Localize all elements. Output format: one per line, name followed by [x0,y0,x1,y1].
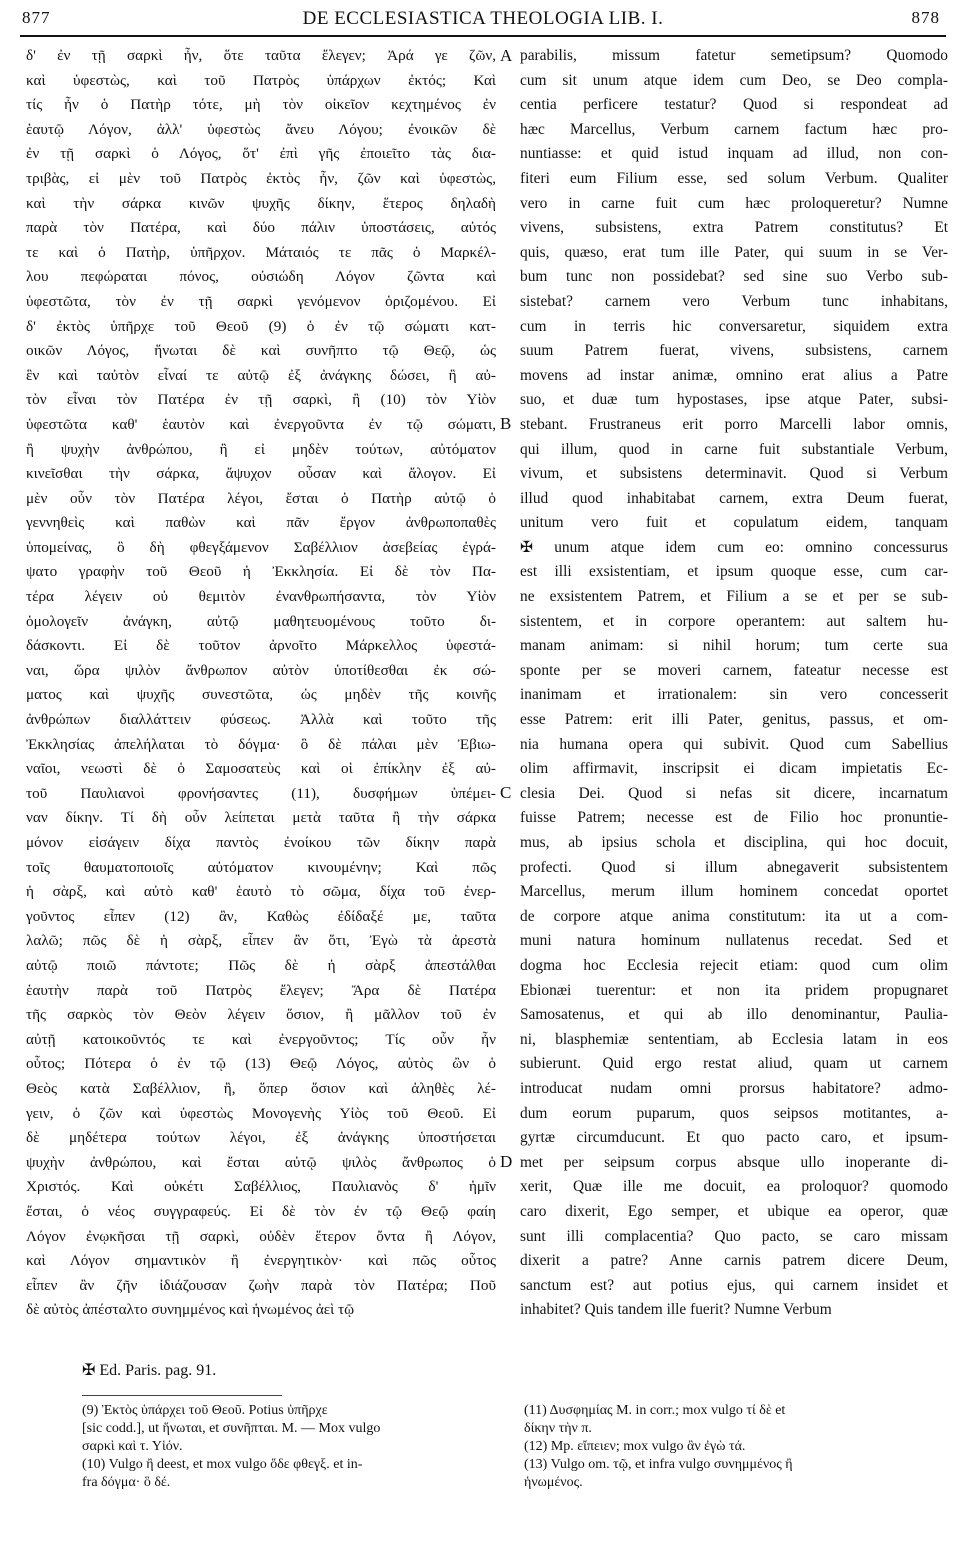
greek-column [26,44,496,1323]
greek-text-line: δὲ μηδέτερα τούτων λέγοι, ἐξ ἀνάγκης ὑποστήσεται [26,1129,496,1147]
footnote-line: [sic codd.], ut ἥνωται, et συνῆπται. M. — Mox vulgo [82,1421,381,1436]
greek-text-line: γοῦντος εἶπεν (12) ἂν, Καθὼς ἐδίδαξέ με, ταῦτα [26,907,496,925]
greek-text-line: τὸν εἶναι τὸν Πατέρα ἐν τῇ σαρκὶ, ἢ (10) τὸν Υἱὸν [26,391,496,409]
greek-text-line: ἑαυτῷ Λόγον, ἀλλ' ὑφεστὼς ἄνευ Λόγου; ἐνοικῶν δὲ [26,120,496,138]
latin-text-line: fiteri eum Filium esse, sed solum Verbum. Qualiter [520,169,948,187]
footnote-line: (11) Δυσφημίας M. in corr.; mox vulgo τί δὲ et [524,1403,786,1418]
latin-text-line: gyrtæ circumducunt. Et quo pacto caro, et ipsum- [520,1129,948,1147]
greek-text-line: ἐν τῇ σαρκὶ ὁ Λόγος, ὅτ' ἐπὶ γῆς ἐποιεῖτο τὰς δια- [26,145,496,163]
latin-text-line: dum eorum puparum, quos seipsos motitantes, a- [520,1104,948,1122]
greek-text-line: κινεῖσθαι τὴν σάρκα, ἄψυχον οὖσαν καὶ ἄλογον. Εἰ [26,465,496,483]
greek-text-line: Λόγον ἐνῳκῆσαι τῇ σαρκὶ, οὐδὲν ἕτερον ὄντα ἢ Λόγον, [26,1227,496,1245]
footnote-line: (9) Ἐκτὸς ὑπάρχει τοῦ Θεοῦ. Potius ὑπῆρχε [82,1403,328,1418]
greek-text-line: τριβὰς, εἰ μὲν τοῦ Πατρὸς ἐκτὸς ἦν, ζῶν καὶ ὑφεστὼς, [26,169,496,187]
latin-text-line: mus, ab ipsius schola et disciplina, qui hoc docuit, [520,834,948,851]
latin-text-line: bum tunc non possidebat? sed sine suo Verbo sub- [520,268,948,286]
greek-text-line: δὲ αὐτὸς ἀπέσταλτο συνημμένος καὶ ἡνωμένος ἀεὶ τῷ [26,1301,355,1319]
latin-text-line: sistebat? carnem vero Verbum tunc inhabitans, [520,292,948,310]
latin-text-line: muni natura hominum nullatenus recedat. Sed et [520,932,948,950]
latin-text-line: qui illum, quod in carne fuit substantiale Verbum, [520,440,948,458]
latin-column [520,44,948,1323]
greek-text-line: ἡ σὰρξ, καὶ αὐτὸ καθ' ἑαυτὸ τὸ σῶμα, δίχα τοῦ ἐνερ- [26,883,496,901]
greek-text-line: εἶπεν ἂν ζῆν ἰδιάζουσαν ζωὴν παρὰ τὸν Πατέρα; Ποῦ [26,1276,496,1294]
greek-text-line: οικῶν Λόγος, ἥνωται δὲ καὶ συνῆπτο τῷ Θεῷ, ὡς [26,342,496,360]
latin-text-line: de corpore atque anima constitutum: ita ut a com- [520,907,948,925]
footnote-line: σαρκὶ καὶ τ. Υἱόν. [82,1439,183,1454]
latin-text-line: ne exsistentem Patrem, et Filium a se et per se sub- [520,588,948,606]
greek-text-line: οὗτος; Πότερα ὁ ἐν τῷ (13) Θεῷ Λόγος, αὐτὸς ὢν ὁ [26,1055,496,1073]
latin-text-line: Marcellus, merum illum hominem concedat oportet [520,883,948,901]
footnote-line: (12) Mp. εἴπειεν; mox vulgo ἂν ἐγὼ τά. [524,1439,746,1454]
latin-text-line: caro dixerit, Ego semper, et ubique ea operor, quæ [520,1202,948,1220]
greek-text-line: μὲν οὖν τὸν Πατέρα λέγοι, ἔσται ὁ Πατὴρ αὐτῷ ὁ [26,489,496,507]
latin-text-line: sponte per se moveri carnem, fateatur necesse est [520,661,948,679]
latin-text-line: nuntiasse: et quid istud inquam ad illud, non con- [520,145,948,163]
footnote-line: (13) Vulgo om. τῷ, et infra vulgo συνημμένος ἢ [524,1457,793,1472]
latin-text-line: cum in terris hic conversaretur, siquidem extra [520,317,948,335]
latin-text-line: ✠ unum atque idem cum eo: omnino concessurus [520,538,948,556]
latin-text-line: centia perficere testatur? Quod si respondeat ad [520,96,948,114]
greek-text-line: μόνον εἰσάγειν δίχα παντὸς ἐνοίκου τῶν δίκην παρὰ [26,834,496,851]
greek-text-line: ἔσται, ὁ νέος συγγραφεύς. Εἰ δὲ τὸν ἐν τῷ Θεῷ φαίη [26,1202,496,1220]
latin-text-line: manam animam: si nihil horum; tum certe sua [520,637,948,655]
greek-text-line: τοῦ Παυλιανοὶ φρονήσαντες (11), δυσφήμων ὑπέμει- [26,784,496,802]
latin-text-line: parabilis, missum fatetur semetipsum? Quomodo [520,47,948,64]
section-marker-c: C [500,783,512,802]
greek-text-line: ὑπομείνας, ὃ δὴ φθεγξάμενον Σαβέλλιον ἀσεβείας ἐγρά- [26,538,496,556]
edition-note: ✠ Ed. Paris. pag. 91. [82,1362,217,1379]
greek-text-line: ὑφεστῶτα καθ' ἑαυτὸν καὶ ἐνεργοῦντα ἐν τῷ σώματι, [26,415,496,433]
greek-text-line: τίς ἦν ὁ Πατὴρ τότε, μὴ τὸν οἰκεῖον κεχτημένος ἐν [26,96,496,114]
greek-text-line: ἑαυτὴν παρὰ τοῦ Πατρὸς ἔλεγεν; Ἄρα δὲ Πατέρα [26,981,496,999]
latin-text-line: clesia Dei. Quod si nefas sit dicere, incarnatum [520,784,948,802]
section-marker-b: B [500,414,512,433]
greek-text-line: δ' ἐκτὸς ὑπῆρχε τοῦ Θεοῦ (9) ὁ ἐν τῷ σώματι κατ- [26,317,496,335]
greek-text-line: τῆς σαρκὸς τὸν Θεὸν λέγειν ὅσιον, ἢ μᾶλλον τοῦ ἐν [26,1006,496,1024]
latin-text-line: dixerit a patre? Anne carnis patrem dicere Deum, [520,1252,948,1270]
latin-text-line: sistentem, et in corpore operantem: aut saltem hu- [520,612,948,630]
latin-text-line: illud quod inhabitabat carnem, extra Deum fuerat, [520,489,948,507]
footnote-line: ἡνωμένος. [524,1475,583,1490]
greek-text-line: αὐτῇ κατοικοῦντός τε καὶ ἐνεργοῦντος; Τίς οὖν ἦν [26,1030,496,1048]
latin-text-line: vivum, et subsistens determinavit. Quod si Verbum [520,465,948,483]
greek-text-line: γειν, ὁ ζῶν καὶ ὑφεστὼς Μονογενὴς Υἱὸς τοῦ Θεοῦ. Εἰ [26,1104,496,1122]
greek-text-line: καὶ τὴν σάρκα κινῶν ψυχῆς δίκην, ἕτερος δηλαδὴ [26,194,496,212]
greek-text-line: παρὰ τὸν Πατέρα, καὶ δύο πάλιν ὑποστάσεις, αὐτός [26,219,496,237]
latin-text-line: fuisse Patrem; necesse est de Filio hoc pronuntie- [520,809,948,827]
latin-text-line: inhabitet? Quis tandem ille fuerit? Numne Verbum [520,1301,832,1319]
latin-text-line: est illi exsistentiam, et ipsum quoque esse, cum car- [520,563,948,581]
greek-text-line: Ἐκκλησίας ἀπελήλαται τὸ δόγμα· ὃ δὲ πάλαι μὲν Ἐβιω- [26,735,496,753]
latin-text-line: nia humana opera qui subivit. Quod cum Sabellius [520,735,948,753]
latin-text-line: ni, blasphemiæ sententiam, ab Ecclesia latam in eos [520,1030,948,1048]
greek-text-line: ναν δίκην. Τί δὴ οὖν λείπεται μετὰ ταῦτα ἢ τὴν σάρκα [26,809,496,827]
latin-text-line: unitum vero fuit et copulatum eidem, tanquam [520,514,948,532]
footnotes-left [82,1402,500,1492]
header-rule [20,35,946,37]
latin-text-line: profecti. Quod si illum abnegaverit subsistentem [520,858,948,876]
greek-text-line: ἓν καὶ ταὐτὸν εἶναί τε αὐτῷ ἐξ ἀνάγκης δώσει, ἢ αὐ- [26,366,496,384]
footnote-line: (10) Vulgo ἢ deest, et mox vulgo ὅδε φθεγξ. et in- [82,1457,363,1472]
latin-text-line: inanimam et irrationalem: sin vero concesserit [520,686,948,704]
latin-text-line: cum sit unum atque idem cum Deo, se Deo compla- [520,71,948,89]
greek-text-line: ναῖοι, νεωστὶ δὲ ὁ Σαμοσατεὺς καὶ οἱ ἐπίκλην ἐξ αὐ- [26,760,496,778]
greek-text-line: ὁμολογεῖν ἀνάγκη, αὐτῷ μαθητευομένους τοῦτο δι- [26,612,496,630]
greek-text-line: καὶ Λόγον σημαντικὸν ἢ ἐνεργητικὸν· καὶ πῶς οὗτος [26,1252,496,1270]
greek-text-line: τέρα λέγειν οὐ θεμιτὸν ἐνανθρωπήσαντα, τὸν Υἱὸν [26,588,496,606]
greek-text-line: Θεὸς κατὰ Σαβέλλιον, ἢ, ὅπερ ὅσιον καὶ ἀληθὲς λέ- [26,1079,496,1097]
latin-text-line: sanctum est? aut potius ejus, qui carnem insidet et [520,1276,948,1294]
page-number-left: 877 [22,8,51,27]
latin-text-line: vivens, subsistens, extra Patrem constitutus? Et [520,219,948,237]
latin-text-line: sunt illi complacentia? Quo pacto, se caro missam [520,1227,948,1245]
latin-text-line: stebant. Frustraneus erit porro Marcelli labor omnis, [520,415,948,433]
greek-text-line: λου πεφώραται πόνος, οὐσιώδη Λόγον ζῶντα καὶ [26,268,496,286]
greek-text-line: λαλῶ; πῶς δὲ ἡ σὰρξ, εἶπεν ἂν ὅτι, Ἐγὼ τὰ ἀρεστὰ [26,932,496,950]
greek-text-line: καὶ ὑφεστὼς, καὶ τοῦ Πατρὸς ὑπάρχων ἐκτός; Καὶ [26,71,496,89]
latin-text-line: vero in carne fuit cum hæc proloqueretur? Numne [520,194,948,212]
greek-text-line: ματος καὶ ψυχῆς συνεστῶτα, ὡς μηδὲν τῆς κοινῆς [26,686,496,704]
section-marker-a: A [500,46,513,65]
latin-text-line: esse Patrem: erit illi Pater, genitus, passus, et om- [520,711,948,729]
latin-text-line: met per seipsum corpus absque ullo inoperante di- [520,1153,948,1171]
greek-text-line: ψατο γραφὴν τοῦ Θεοῦ ἡ Ἐκκλησία. Εἰ δὲ τὸν Πα- [26,563,496,581]
greek-text-line: δ' ἐν τῇ σαρκὶ ἦν, ὅτε ταῦτα ἔλεγεν; Ἀρά γε ζῶν, [26,47,496,64]
greek-text-line: Χριστός. Καὶ οὐκέτι Σαβέλλιος, Παυλιανὸς δ' ἡμῖν [26,1178,496,1196]
latin-text-line: hæc Marcellus, Verbum carnem factum hæc pro- [520,120,948,138]
running-head [0,0,966,40]
footnote-line: δίκην τὴν π. [524,1421,592,1436]
greek-text-line: ἢ ψυχὴν ἀνθρώπου, ἢ εἰ μηδὲν τούτων, αὐτόματον [26,440,496,458]
greek-text-line: γεννηθεὶς καὶ παθὼν καὶ πᾶν ἔργον ἀνθρωποπαθὲς [26,514,496,532]
footnote-rule-left [82,1395,282,1396]
latin-text-line: suum Patrem fuerat, vivens, subsistens, carnem [520,342,948,360]
running-title: DE ECCLESIASTICA THEOLOGIA LIB. I. [302,8,664,29]
latin-text-line: quis, quæso, erat tum ille Pater, qui suum in se Ver- [520,243,948,261]
greek-text-line: ὑφεστῶτα, τὸν ἐν τῇ σαρκὶ γενόμενον ὁριζομένου. Εἰ [26,292,496,310]
latin-text-line: Samosatenus, et qui ab illo denominantur, Paulia- [520,1006,948,1024]
footnotes-right [524,1402,944,1492]
greek-text-line: ἀνθρώπων διαλλάττειν φύσεως. Ἀλλὰ καὶ τοῦτο τῆς [26,711,496,729]
footnote-line: fra δόγμα· ὃ δέ. [82,1475,171,1490]
latin-text-line: Ebionæi tuerentur: et non ita pridem propugnaret [520,981,948,999]
section-marker-d: D [500,1152,513,1171]
latin-text-line: suo, et duæ tum hypostases, ipse atque Pater, subsi- [520,391,948,409]
greek-text-line: ναι, ὥρα ψιλὸν ἄνθρωπον αὐτὸν ὑποτίθεσθαι ἐκ σώ- [26,661,496,679]
greek-text-line: τε καὶ ὁ Πατὴρ, ὑπῆρχον. Μάταιός τε πᾶς ὁ Μαρκέλ- [26,243,496,261]
latin-text-line: dogma hoc Ecclesia rejecit etiam: quod cum olim [520,956,948,974]
latin-text-line: introducat nudam omni prorsus habitatore? admo- [520,1079,948,1097]
greek-text-line: τοῖς θαυματοποιοῖς αὐτόματον κινουμένην; Καὶ πῶς [26,858,496,876]
page-number-right: 878 [911,8,940,27]
latin-text-line: movens ad instar animæ, omnino erat alius a Patre [520,366,948,384]
latin-text-line: xerit, Quæ ille me docuit, ea proloquor? quomodo [520,1178,948,1196]
greek-text-line: ψυχὴν ἀνθρώπου, καὶ ἔσται αὐτῷ ψιλὸς ἄνθρωπος ὁ [26,1153,496,1171]
greek-text-line: αὐτῷ ποιῶ πάντοτε; Πῶς δὲ ἡ σὰρξ ἀπεστάλθαι [26,956,496,974]
latin-text-line: olim affirmavit, inscripsit ei dicam impietatis Ec- [520,760,948,778]
greek-text-line: δάσκοντι. Εἰ δὲ τοῦτον ἀρνοῖτο Μάρκελλος ὑφεστά- [26,637,496,655]
latin-text-line: subierunt. Quid ergo restat aliud, quam ut carnem [520,1055,948,1073]
